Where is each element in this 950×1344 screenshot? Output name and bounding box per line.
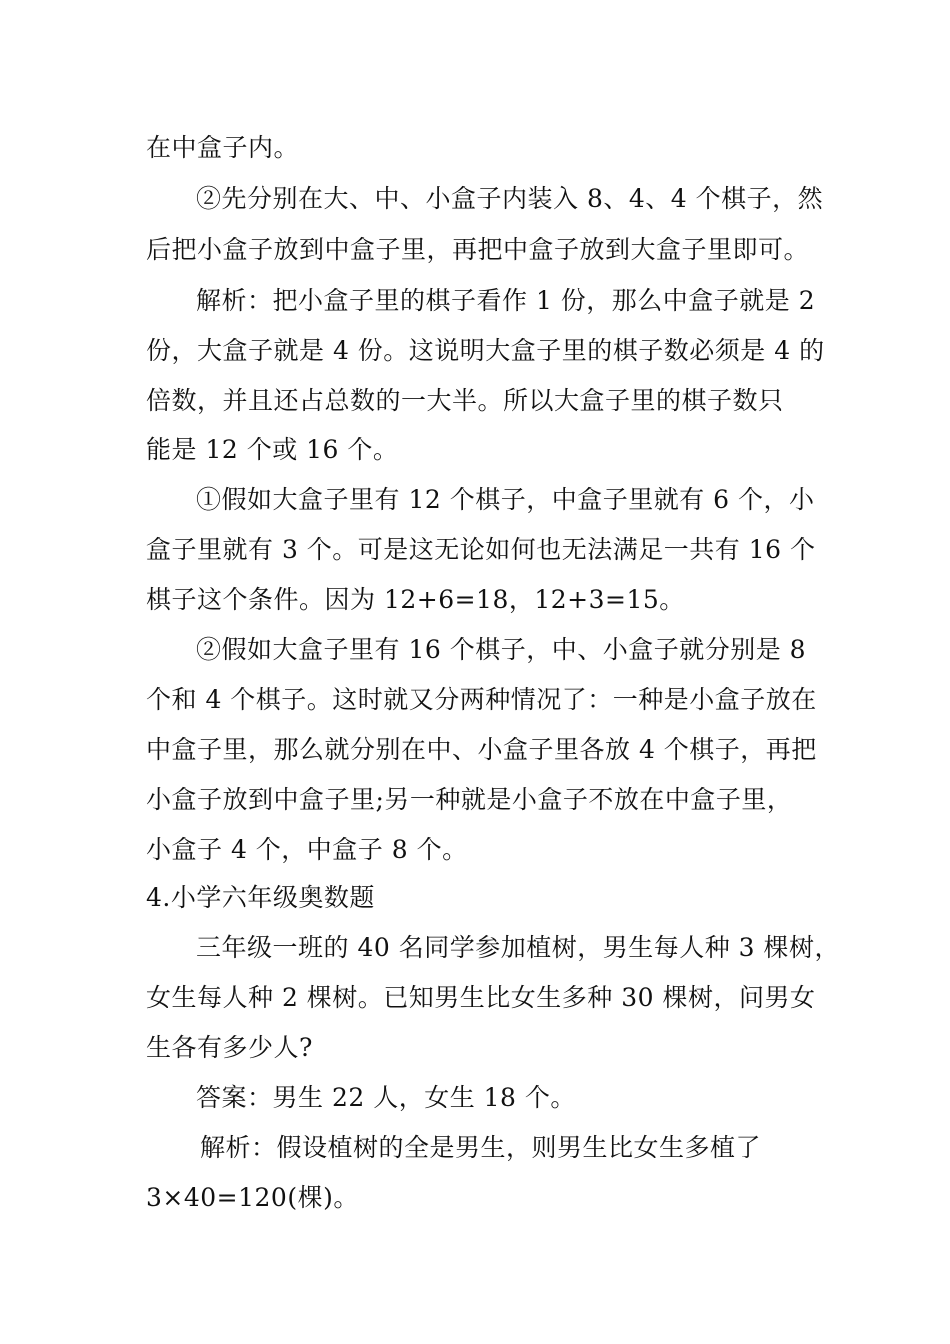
text-line-12: 个和 4 个棋子。这时就又分两种情况了：一种是小盒子放在 xyxy=(146,685,817,714)
text-line-11: ②假如大盒子里有 16 个棋子，中、小盒子就分别是 8 xyxy=(196,635,807,664)
text-line-15: 小盒子 4 个，中盒子 8 个。 xyxy=(146,835,468,864)
text-line-16: 三年级一班的 40 名同学参加植树，男生每人种 3 棵树， xyxy=(196,933,841,962)
text-line-3: 后把小盒子放到中盒子里，再把中盒子放到大盒子里即可。 xyxy=(146,235,810,264)
text-line-1: 在中盒子内。 xyxy=(146,133,300,162)
text-line-18: 生各有多少人? xyxy=(146,1033,313,1062)
answer-line: 答案：男生 22 人，女生 18 个。 xyxy=(196,1083,576,1112)
text-line-13: 中盒子里，那么就分别在中、小盒子里各放 4 个棋子，再把 xyxy=(146,735,817,764)
text-line-6: 倍数，并且还占总数的一大半。所以大盒子里的棋子数只 xyxy=(146,386,784,415)
text-line-8: ①假如大盒子里有 12 个棋子，中盒子里就有 6 个，小 xyxy=(196,485,815,514)
text-line-4: 解析：把小盒子里的棋子看作 1 份，那么中盒子就是 2 xyxy=(196,286,816,315)
text-line-19: 解析：假设植树的全是男生，则男生比女生多植了 xyxy=(200,1133,762,1162)
text-line-14: 小盒子放到中盒子里;另一种就是小盒子不放在中盒子里， xyxy=(146,785,793,814)
text-line-9: 盒子里就有 3 个。可是这无论如何也无法满足一共有 16 个 xyxy=(146,535,816,564)
text-line-20: 3×40=120(棵)。 xyxy=(146,1183,359,1212)
text-line-2: ②先分别在大、中、小盒子内装入 8、4、4 个棋子，然 xyxy=(196,184,824,213)
text-line-10: 棋子这个条件。因为 12+6=18，12+3=15。 xyxy=(146,585,685,614)
section-heading: 4.小学六年级奥数题 xyxy=(146,883,375,912)
text-line-7: 能是 12 个或 16 个。 xyxy=(146,435,399,464)
text-line-17: 女生每人种 2 棵树。已知男生比女生多种 30 棵树，问男女 xyxy=(146,983,816,1012)
text-line-5: 份，大盒子就是 4 份。这说明大盒子里的棋子数必须是 4 的 xyxy=(146,336,825,365)
